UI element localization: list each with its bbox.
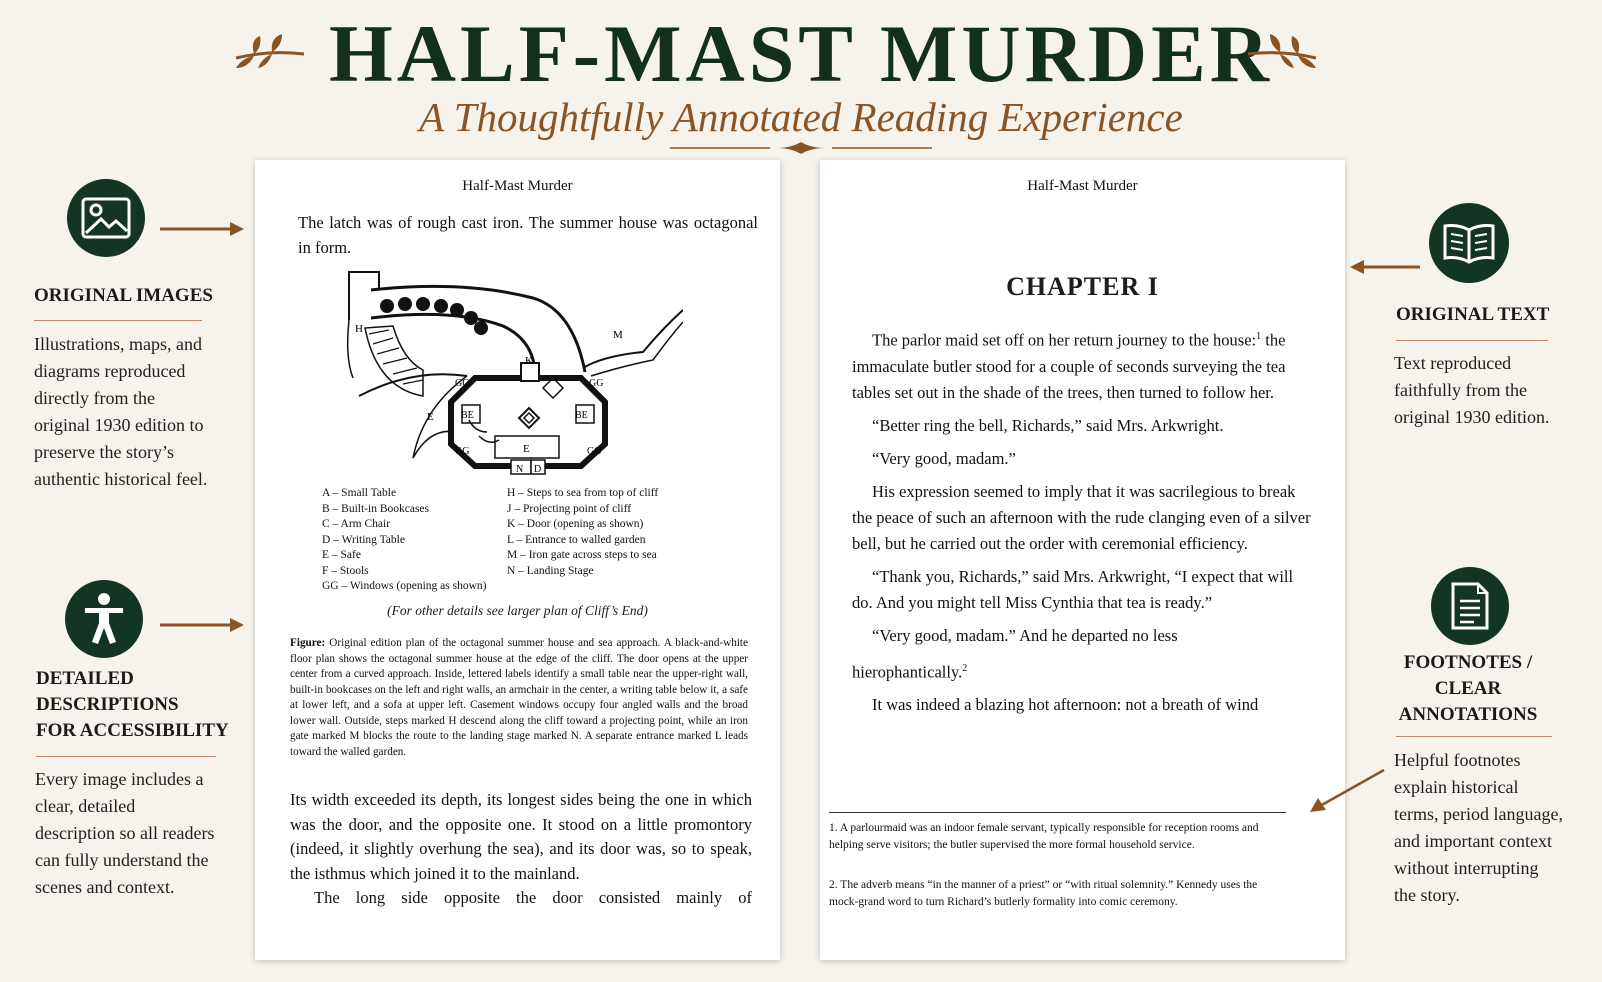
title-line: DETAILED bbox=[36, 668, 134, 689]
arrow-left-icon bbox=[1350, 259, 1420, 275]
arrow-down-left-icon bbox=[1306, 768, 1386, 816]
title-line: ANNOTATIONS bbox=[1398, 704, 1538, 725]
paragraph: “Very good, madam.” bbox=[872, 448, 1016, 468]
diagram-label-be: BE bbox=[461, 410, 474, 421]
title-line: FOOTNOTES / bbox=[1403, 652, 1533, 673]
book-page-left bbox=[255, 160, 780, 960]
divider bbox=[34, 320, 202, 321]
feature-title-accessibility bbox=[36, 666, 256, 744]
paragraph: “Very good, madam.” And he departed no less bbox=[872, 625, 1178, 645]
book-icon bbox=[1442, 222, 1496, 264]
paragraph bbox=[852, 656, 1314, 686]
feature-title-original-text: ORIGINAL TEXT bbox=[1396, 304, 1550, 325]
image-icon bbox=[81, 197, 131, 239]
footnote-rule bbox=[829, 812, 1286, 813]
diagram-label-n: N bbox=[516, 464, 524, 475]
divider bbox=[1396, 340, 1548, 341]
diagram-label-e: E bbox=[523, 443, 530, 455]
figure-label: Figure: bbox=[290, 637, 326, 649]
paragraph: “Thank you, Richards,” said Mrs. Arkwright, “I expect that will do. And you might tell Miss Cynthia that tea is ready.” bbox=[852, 566, 1294, 612]
legend-item: J – Projecting point of cliff bbox=[507, 502, 632, 515]
page-title: HALF-MAST MURDER bbox=[329, 8, 1273, 99]
diagram-label-k: K bbox=[525, 355, 533, 367]
diagram-label-m: M bbox=[613, 329, 623, 341]
diagram-label-gg: GG bbox=[589, 378, 604, 389]
legend-item: E – Safe bbox=[322, 549, 361, 561]
original-text-badge bbox=[1429, 203, 1509, 283]
title-line: CLEAR bbox=[1434, 678, 1502, 699]
feature-description-original-images: Illustrations, maps, and diagrams reproduced directly from the original 1930 edition to preserve the story’s authentic historical feel. bbox=[34, 334, 208, 489]
paragraph: His expression seemed to imply that it was sacrilegious to break the peace of such an afternoon with the rude clanging even of a silver bell, but he carried out the order with ceremonial efficiency. bbox=[852, 481, 1311, 553]
figure-caption bbox=[290, 636, 748, 760]
document-icon bbox=[1450, 581, 1490, 631]
accessibility-icon bbox=[81, 592, 127, 646]
laurel-ornament-right-icon bbox=[1244, 32, 1320, 74]
paragraph-text: The parlor maid set off on her return journey to the house: bbox=[872, 330, 1257, 350]
arrow-right-icon bbox=[160, 617, 246, 633]
legend-item: H – Steps to sea from top of cliff bbox=[507, 487, 659, 499]
footnote-ref[interactable]: 2 bbox=[962, 662, 968, 674]
paragraph-text: the immaculate butler stood for a couple of seconds surveying the tea tables set out in the shade of the trees, then turned to follow her. bbox=[852, 330, 1286, 402]
original-images-badge bbox=[67, 179, 145, 257]
feature-description-accessibility: Every image includes a clear, detailed description so all readers can fully understand the scenes and context. bbox=[35, 769, 215, 897]
arrow-right-icon bbox=[160, 221, 246, 237]
legend-item: C – Arm Chair bbox=[322, 518, 391, 530]
feature-title-footnotes bbox=[1378, 650, 1558, 728]
title-line: DESCRIPTIONS bbox=[36, 694, 179, 715]
feature-description-original-text: Text reproduced faithfully from the original 1930 edition. bbox=[1394, 353, 1550, 427]
legend-item: GG – Windows (opening as shown) bbox=[322, 580, 487, 592]
feature-title-original-images: ORIGINAL IMAGES bbox=[34, 285, 213, 306]
divider bbox=[1396, 736, 1552, 737]
running-head: Half-Mast Murder bbox=[1027, 178, 1138, 194]
accessibility-badge bbox=[65, 580, 143, 658]
divider bbox=[36, 756, 216, 757]
paragraph: “Better ring the bell, Richards,” said Mrs. Arkwright. bbox=[872, 415, 1224, 435]
legend-item: A – Small Table bbox=[322, 487, 397, 499]
body-paragraph bbox=[290, 788, 752, 911]
body-text: Its width exceeded its depth, its longest sides being the one in which was the door, and the opposite one. It stood on a little promontory (indeed, it slightly overhung the sea), and its door was, so to speak, the isthmus which joined it to the mainland. bbox=[290, 790, 752, 883]
body-text-continued: The long side opposite the door consisted mainly of bbox=[314, 888, 752, 907]
page-subtitle: A Thoughtfully Annotated Reading Experience bbox=[419, 94, 1183, 140]
paragraph bbox=[852, 324, 1314, 406]
laurel-ornament-left-icon bbox=[232, 32, 308, 74]
plan-note: (For other details see larger plan of Cliff’s End) bbox=[387, 603, 648, 618]
diagram-label-e: E bbox=[427, 411, 434, 423]
legend-item: B – Built-in Bookcases bbox=[322, 502, 430, 515]
running-head: Half-Mast Murder bbox=[462, 178, 573, 194]
book-page-right bbox=[820, 160, 1345, 960]
divider-ornament-icon bbox=[670, 140, 932, 156]
footnotes-badge bbox=[1431, 567, 1509, 645]
diagram-label-gg: GG bbox=[455, 446, 470, 457]
chapter-title: CHAPTER I bbox=[1006, 272, 1159, 301]
floor-plan-diagram bbox=[343, 268, 683, 476]
diagram-label-gg: GG bbox=[455, 378, 470, 389]
footnote-2: 2. The adverb means “in the manner of a priest” or “with ritual solemnity.” Kennedy uses the mock-grand word to turn Richard’s butlerly formality into comic ceremony. bbox=[829, 879, 1258, 908]
diagram-label-d: D bbox=[534, 464, 542, 475]
legend-right bbox=[507, 486, 717, 579]
legend-item: M – Iron gate across steps to sea bbox=[507, 549, 657, 561]
feature-description-footnotes: Helpful footnotes explain historical terms, period language, and important context without interrupting the story. bbox=[1394, 750, 1563, 905]
legend-item: D – Writing Table bbox=[322, 533, 405, 546]
title-line: FOR ACCESSIBILITY bbox=[36, 720, 229, 741]
legend-item: N – Landing Stage bbox=[507, 564, 594, 577]
legend-item: F – Stools bbox=[322, 564, 369, 577]
footnote-ref[interactable]: 1 bbox=[1256, 331, 1262, 342]
diagram-label-be: BE bbox=[575, 410, 588, 421]
legend-item: K – Door (opening as shown) bbox=[507, 518, 644, 530]
figure-caption-text: Original edition plan of the octagonal summer house and sea approach. A black-and-white floor plan shows the octagonal summer house at the edge of the cliff. The door opens at the upper center from a curved approach. Inside, lettered labels identify a small table near the upper-right wall, built-in bookcases on the left and right walls, an armchair in the center, a writing table below it, a safe at lower left, and a sofa at upper left. Casement windows occupy four angled walls and the broad lower wall. Outside, steps marked H descend along the cliff toward a projecting point, while an iron gate marked M blocks the route to the landing stage marked N. A separate entrance marked L leads toward the walled garden. bbox=[290, 637, 748, 758]
footnote-1: 1. A parlourmaid was an indoor female servant, typically responsible for reception rooms and helping serve visitors; the butler supervised the more formal household service. bbox=[829, 822, 1259, 851]
diagram-label-h: H bbox=[355, 323, 363, 335]
diagram-label-gg: GG bbox=[587, 446, 602, 457]
paragraph-text: hierophantically. bbox=[852, 662, 963, 681]
paragraph: It was indeed a blazing hot afternoon: not a breath of wind bbox=[872, 695, 1259, 714]
legend-left bbox=[322, 486, 512, 595]
intro-paragraph: The latch was of rough cast iron. The summer house was octagonal in form. bbox=[298, 213, 758, 257]
chapter-body bbox=[852, 324, 1314, 718]
legend-item: L – Entrance to walled garden bbox=[507, 533, 646, 546]
